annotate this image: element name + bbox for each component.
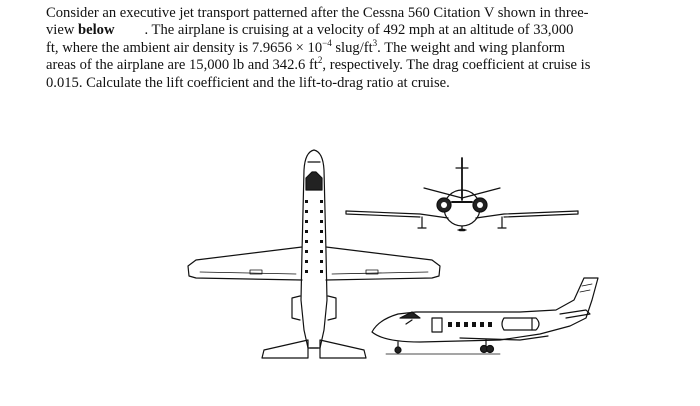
- top-view: [188, 150, 440, 358]
- front-view-wing: [346, 211, 578, 218]
- side-view-fuselage: [372, 278, 598, 342]
- problem-line-1: Consider an executive jet transport patterned after the Cessna 560 Citation V shown in three-: [46, 5, 589, 21]
- bold-word: below: [78, 22, 115, 39]
- top-view-horizontal-tail: [262, 340, 308, 358]
- front-view: [346, 158, 578, 230]
- problem-line-5: 0.015. Calculate the lift coefficient and the lift-to-drag ratio at cruise.: [46, 74, 450, 91]
- top-view-left-wing: [188, 247, 302, 280]
- problem-line-2: view below . The airplane is cruising at a velocity of 492 mph at an altitude of 33,000: [46, 22, 574, 39]
- problem-line-4: areas of the airplane are 15,000 lb and 342.6 $ft^2$, respectively. The drag coefficient at cruise is: [46, 55, 591, 74]
- problem-line-3: ft, where the ambient air density is $7.9656 \times 10^{-4}$ slug/$ft^3$. The weight and wing planform: [46, 37, 565, 56]
- top-view-right-wing: [326, 247, 440, 280]
- side-view: [372, 278, 598, 354]
